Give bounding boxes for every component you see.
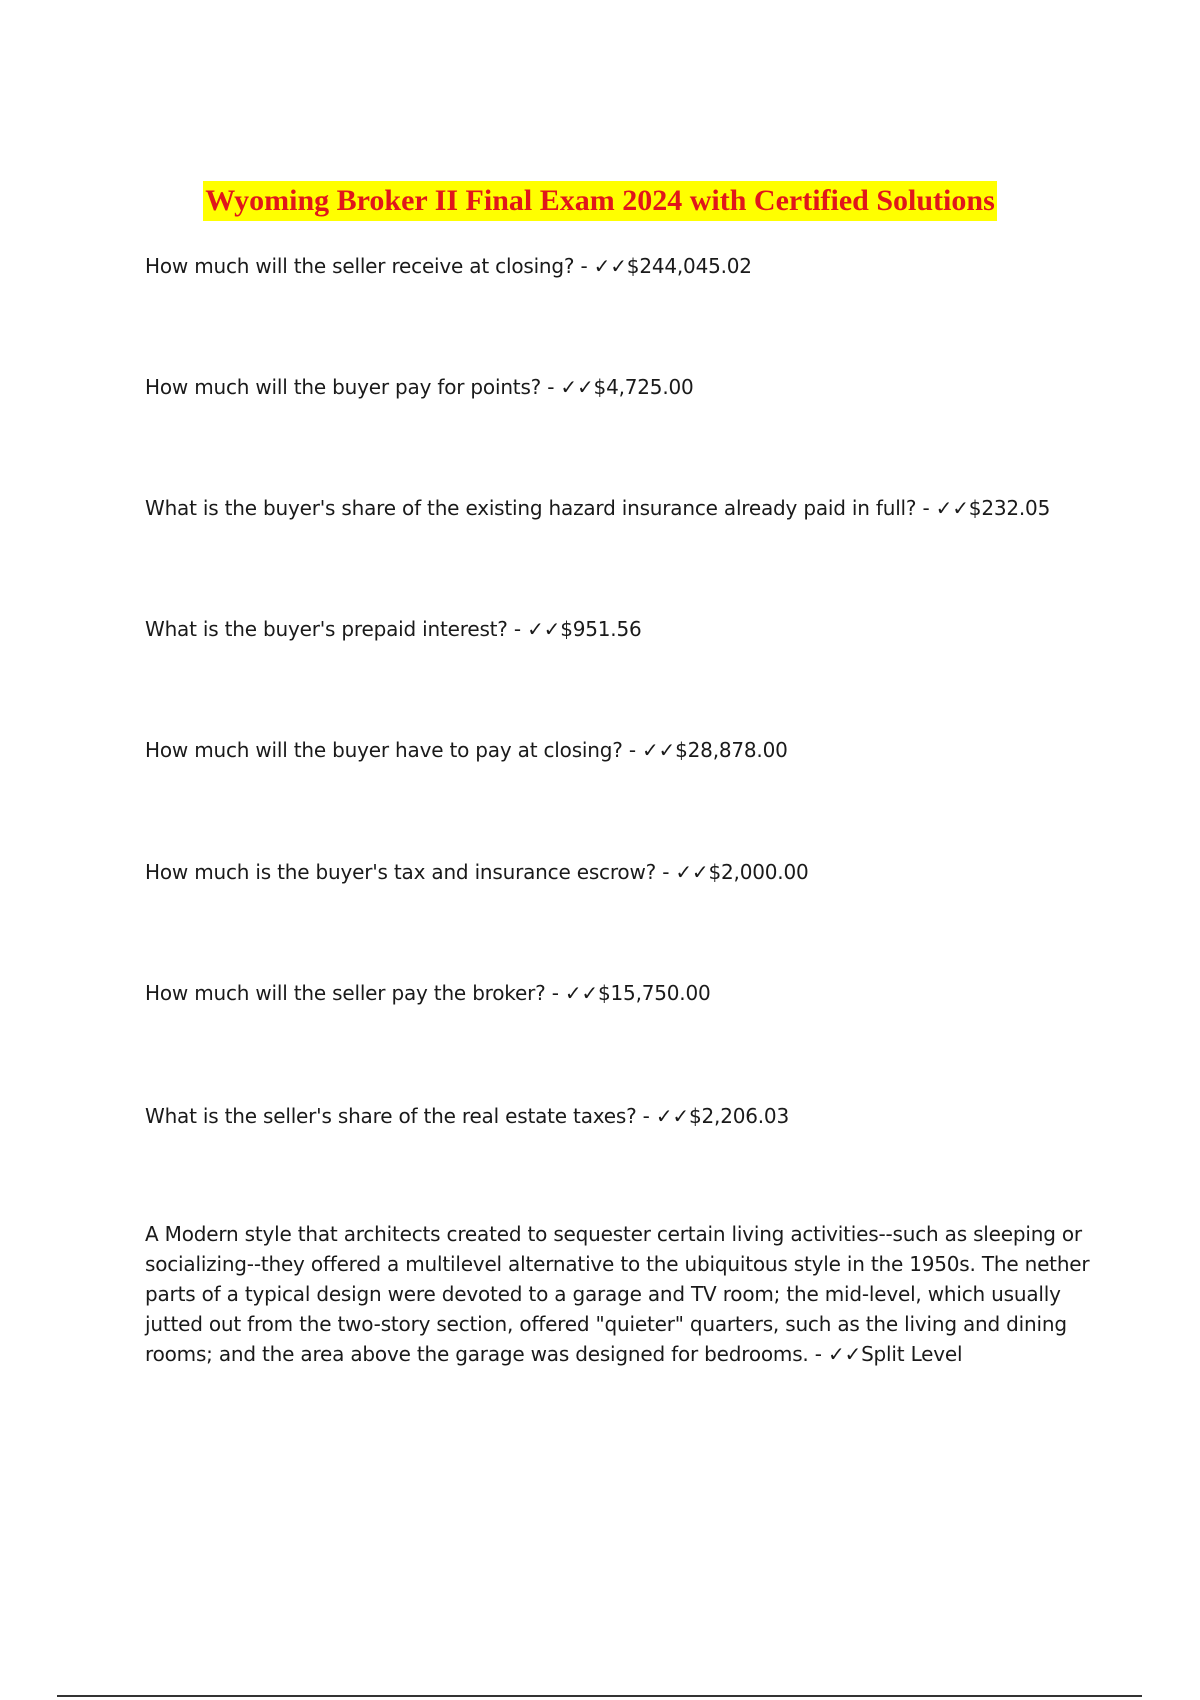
qa-item-3 — [145, 494, 1095, 523]
footer-divider — [57, 1695, 1142, 1697]
question-text: How much will the buyer pay for points? — [145, 375, 542, 399]
separator: - — [622, 738, 642, 762]
qa-item-2 — [145, 373, 1095, 402]
separator: - — [636, 1104, 656, 1128]
check-icon: ✓✓ — [560, 375, 594, 399]
check-icon: ✓✓ — [564, 981, 598, 1005]
answer-text: Split Level — [861, 1342, 963, 1366]
check-icon: ✓✓ — [935, 496, 969, 520]
check-icon: ✓✓ — [642, 738, 676, 762]
qa-item-4 — [145, 615, 1095, 644]
question-text: What is the buyer's prepaid interest? — [145, 617, 508, 641]
qa-item-6 — [145, 858, 1095, 887]
answer-text: $4,725.00 — [593, 375, 694, 399]
separator: - — [808, 1342, 828, 1366]
answer-text: $28,878.00 — [675, 738, 788, 762]
question-text: A Modern style that architects created to sequester certain living activities--such as sleeping or socializing--they offered a multilevel alternative to the ubiquitous style in the 1950s. The nether parts of a typical design were devoted to a garage and TV room; the mid-level, which usually jutted out from the two-story section, offered "quieter" quarters, such as the living and dining rooms; and the area above the garage was designed for bedrooms. — [145, 1222, 1090, 1366]
answer-text: $232.05 — [968, 496, 1051, 520]
answer-text: $2,000.00 — [708, 860, 809, 884]
answer-text: $951.56 — [560, 617, 642, 641]
qa-item-1 — [145, 252, 1095, 281]
separator: - — [541, 375, 561, 399]
question-text: What is the seller's share of the real estate taxes? — [145, 1104, 637, 1128]
question-text: How much will the buyer have to pay at closing? — [145, 738, 623, 762]
separator: - — [507, 617, 528, 641]
check-icon: ✓✓ — [675, 860, 709, 884]
check-icon: ✓✓ — [827, 1342, 862, 1366]
title-container — [0, 181, 1200, 221]
document-title: Wyoming Broker II Final Exam 2024 with Certified Solutions — [203, 181, 997, 221]
question-text: How much is the buyer's tax and insurance escrow? — [145, 860, 657, 884]
qa-item-8 — [145, 1102, 1095, 1131]
qa-item-9 — [145, 1219, 1095, 1369]
question-text: How much will the seller pay the broker? — [145, 981, 546, 1005]
check-icon: ✓✓ — [593, 254, 627, 278]
separator: - — [656, 860, 676, 884]
answer-text: $15,750.00 — [598, 981, 711, 1005]
answer-text: $244,045.02 — [626, 254, 752, 278]
separator: - — [574, 254, 594, 278]
check-icon: ✓✓ — [655, 1104, 689, 1128]
separator: - — [545, 981, 565, 1005]
question-text: How much will the seller receive at closing? — [145, 254, 575, 278]
check-icon: ✓✓ — [527, 617, 561, 641]
question-text: What is the buyer's share of the existing hazard insurance already paid in full? — [145, 496, 917, 520]
qa-item-5 — [145, 736, 1095, 765]
answer-text: $2,206.03 — [688, 1104, 789, 1128]
separator: - — [916, 496, 936, 520]
qa-item-7 — [145, 979, 1095, 1008]
